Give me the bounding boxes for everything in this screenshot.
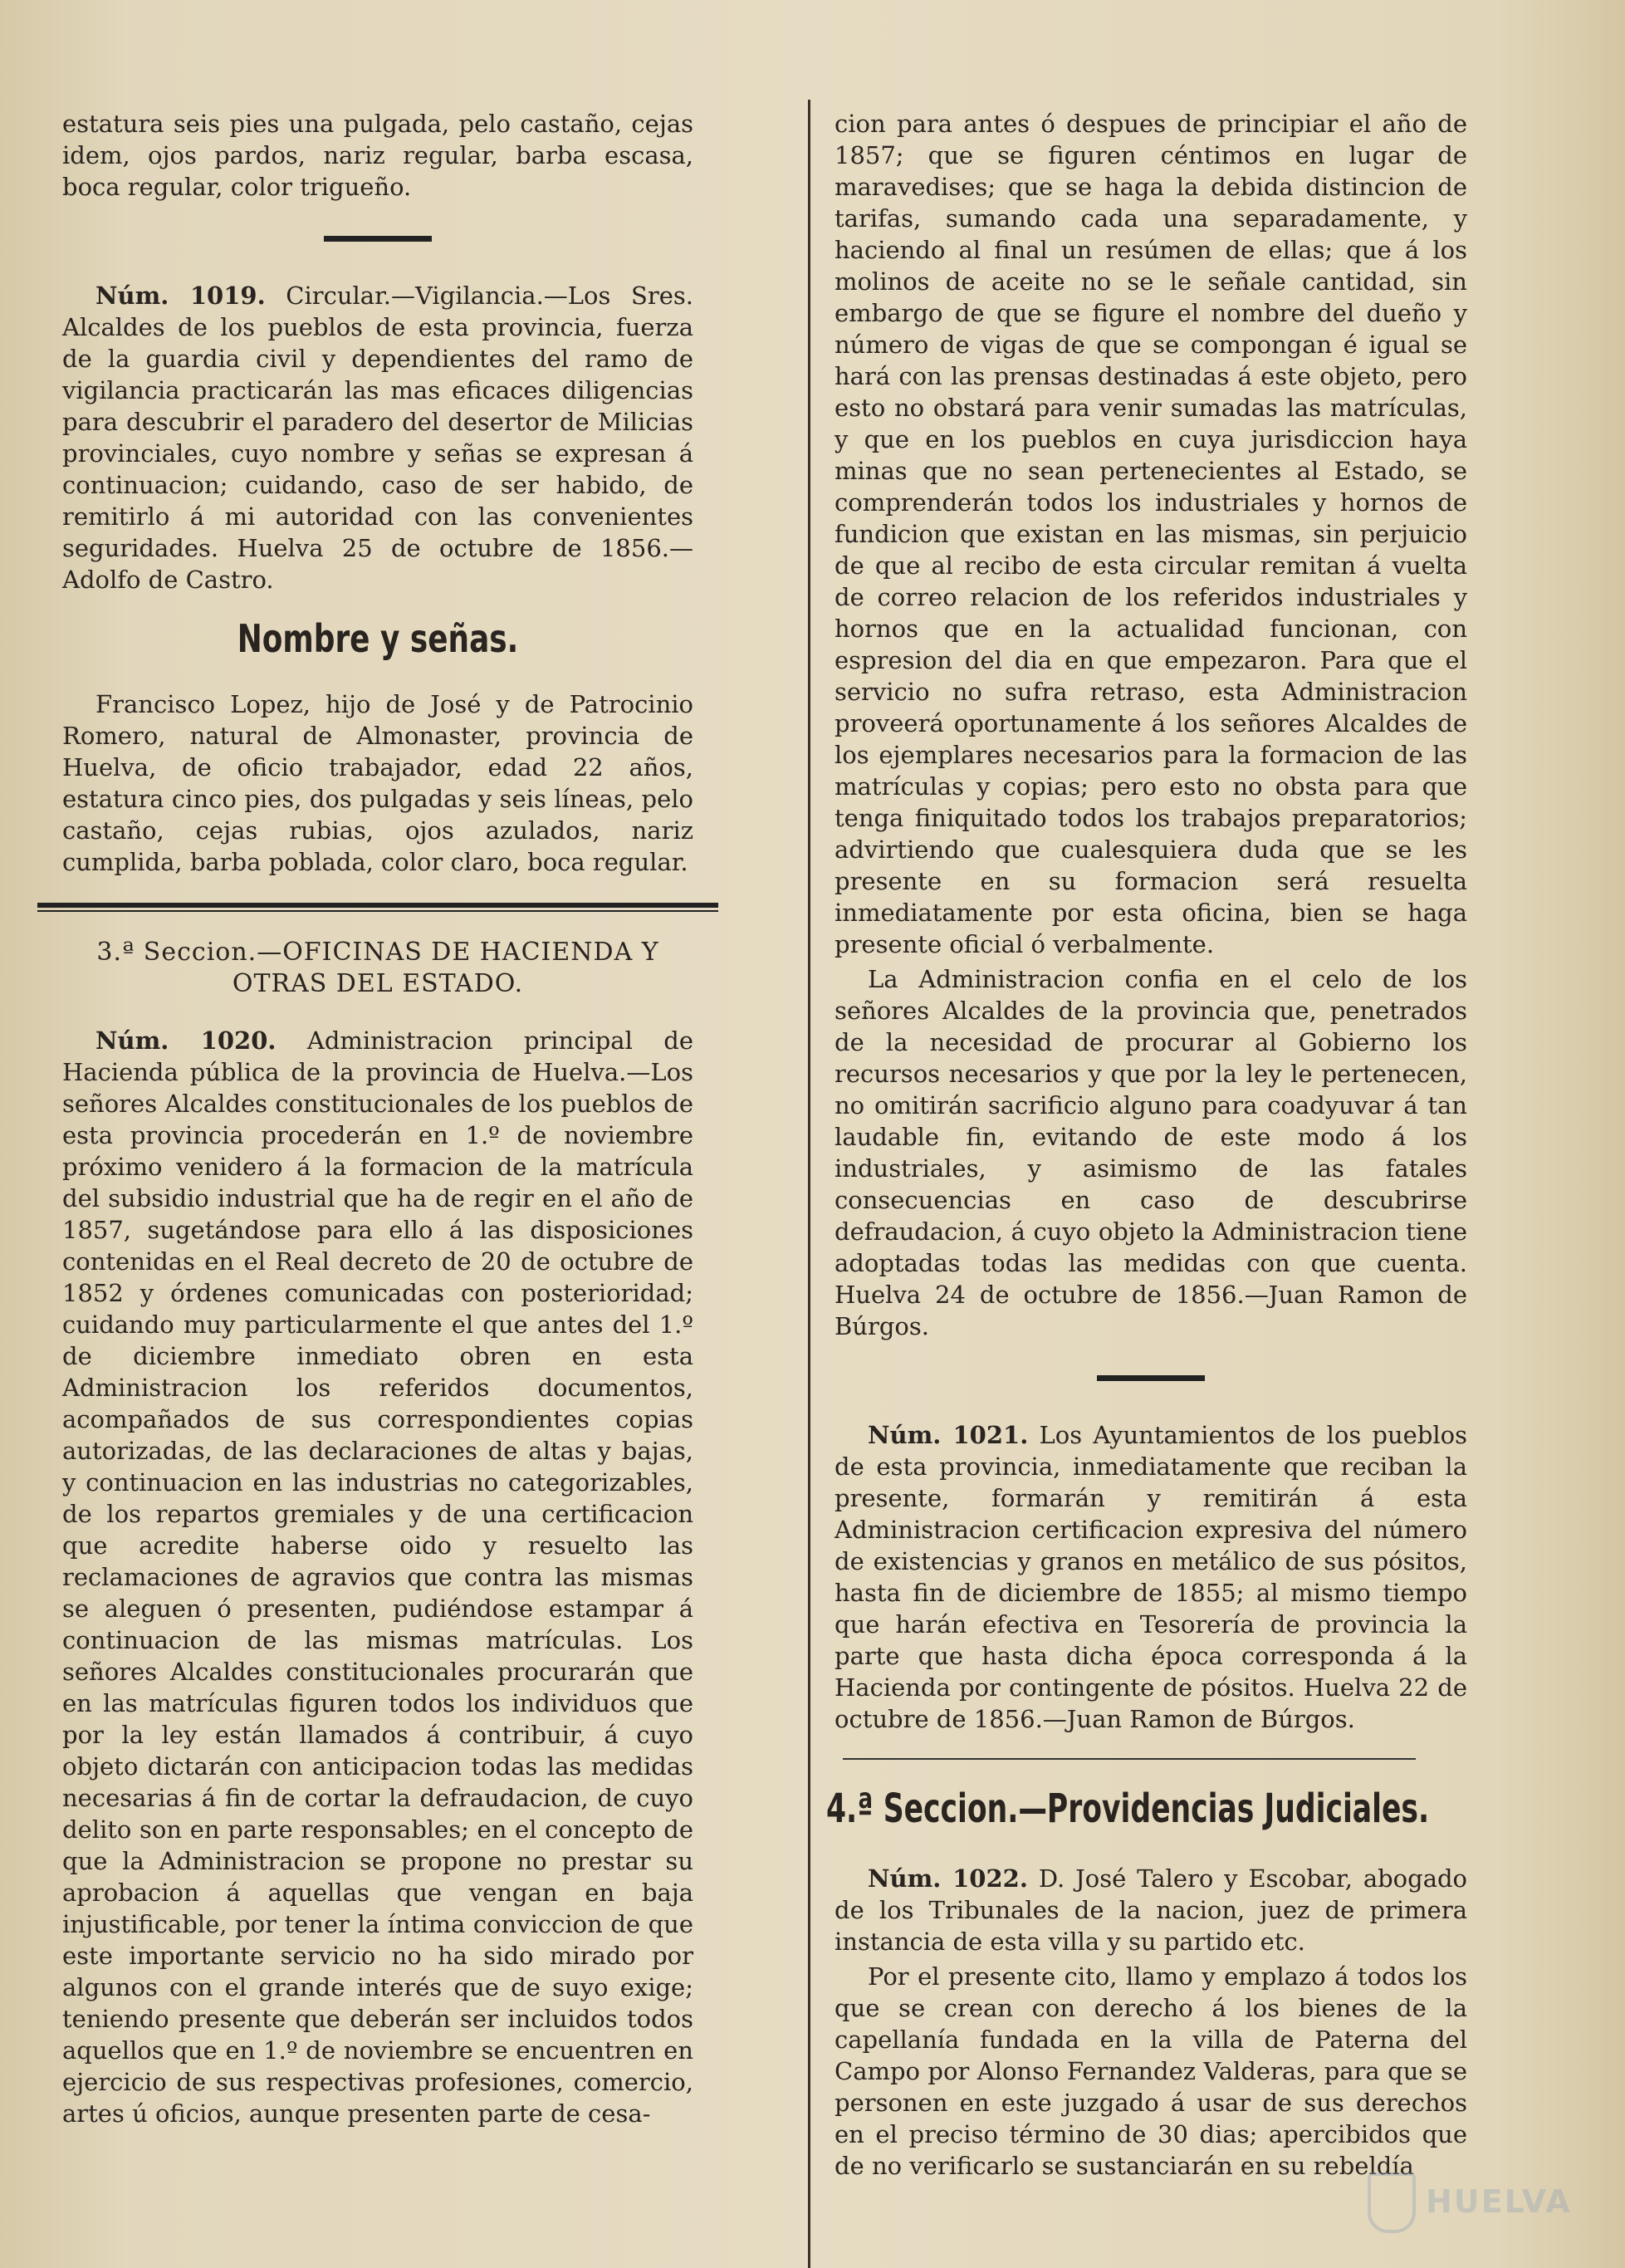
notice-body: Los Ayuntamientos de los pueblos de esta provincia, inmediatamente que reciban la presente, formarán y remitirán á esta Administracion certificacion expresiva del número de existencias y granos en metálico de sus pósitos, hasta fin de diciembre de 1855; al mismo tiempo que harán efectiva en Tesorería de provincia la parte que hasta dicha época corresponda á la Hacienda por contingente de pósitos. Huelva 22 de octubre de 1856.—Juan Ramon de Búrgos. xyxy=(835,1421,1468,1733)
notice-number: Núm. 1021. xyxy=(868,1421,1029,1449)
confidence-paragraph: La Administracion confia en el celo de los señores Alcaldes de la provincia que, penetrados de la necesidad de procurar al Gobierno los recursos necesarios y que por la ley le pertenecen, no omitirán sacrificio alguno para coadyuvar á tan laudable fin, evitando de este modo á los industriales, y asimismo de las fatales consecuencias en caso de descubrirse defraudacion, á cuyo objeto la Administracion tiene adoptadas todas las medidas con que cuenta. Huelva 24 de octubre de 1856.—Juan Ramon de Búrgos. xyxy=(835,965,1467,1340)
notice-number: Núm. 1022. xyxy=(868,1864,1028,1893)
section-3-title: 3.ª Seccion.—OFICINAS DE HACIENDA Y OTRAS DEL ESTADO. xyxy=(96,938,659,998)
notice-number: Núm. 1020. xyxy=(95,1026,277,1055)
notice-body: D. José Talero y Escobar, abogado de los Tribunales de la nacion, juez de primera instancia de esta villa y su partido etc. xyxy=(835,1864,1468,1956)
senas-paragraph: Francisco Lopez, hijo de José y de Patrocinio Romero, natural de Almonaster, provincia de Huelva, de oficio trabajador, edad 22 años, estatura cinco pies, dos pulgadas y seis líneas, pelo castaño, cejas rubias, ojos azulados, nariz cumplida, barba poblada, color claro, boca regular. xyxy=(62,690,693,876)
notice-number: Núm. 1019. xyxy=(95,282,266,310)
notice-1020 xyxy=(62,1025,693,2129)
notice-1021 xyxy=(835,1419,1467,1735)
shield-icon xyxy=(1368,2172,1416,2233)
continuation-paragraph: cion para antes ó despues de principiar el año de 1857; que se figuren céntimos en lugar de maravedises; que se haga la debida distincion de tarifas, sumando cada una separadamente, y haciendo al final un resúmen de ellas; que á los molinos de aceite no se le señale cantidad, sin embargo de que se figure el nombre del dueño y número de vigas de que se compongan é igual se hará con las prensas destinadas á este objeto, pero esto no obstará para venir sumadas las matrículas, y que en los pueblos en cuya jurisdiccion haya minas que no sean pertenecientes al Estado, se comprenderán todos los industriales y hornos de fundicion que existan en las mismas, sin perjuicio de que al recibo de esta circular remitan á vuelta de correo relacion de los referidos industriales y hornos que en la actualidad funcionan, con espresion del dia en que empezaron. Para que el servicio no sufra retraso, esta Administracion proveerá oportunamente á los señores Alcaldes de los ejemplares necesarios para la formacion de las matrículas y copias; pero esto no obsta para que tenga finiquitado todos los trabajos preparatorios; advirtiendo que cualesquiera duda que se les presente en su formacion será resuelta inmediatamente por esta oficina, bien se haga presente oficial ó verbalmente. xyxy=(835,110,1467,958)
notice-body: Administracion principal de Hacienda pública de la provincia de Huelva.—Los señores Alcaldes constitucionales de los pueblos de esta provincia procederán en 1.º de noviembre próximo venidero á la formacion de la matrícula del subsidio industrial que ha de regir en el año de 1857, sugetándose para ello á las disposiciones contenidas en el Real decreto de 20 de octubre de 1852 y órdenes comunicadas con posterioridad; cuidando muy particularmente el que antes del 1.º de diciembre inmediato obren en esta Administracion los referidos documentos, acompañados de sus correspondientes copias autorizadas, de las declaraciones de altas y bajas, y continuacion en las industrias no categorizables, de los repartos gremiales y de una certificacion que acredite haberse oido y resuelto las reclamaciones de agravios que contra las mismas se aleguen ó presenten, pudiéndose estampar á continuacion de las mismas matrículas. Los señores Alcaldes constitucionales procurarán que en las matrículas figuren todos los individuos que por la ley están llamados á contribuir, á cuyo objeto dictarán con anticipacion todas las medidas necesarias á fin de cortar la defraudacion, de cuyo delito son en parte responsables; en el concepto de que la Administracion se propone no prestar su aprobacion á aquellas que vengan en baja injustificable, por tener la íntima conviccion de que este importante servicio no ha sido mirado por algunos con el grande interés que de suyo exige; teniendo presente que deberán ser incluidos todos aquellos que en 1.º de noviembre se encuentren en ejercicio de sus respectivas profesiones, comercio, artes ú oficios, aunque presenten parte de cesa- xyxy=(62,1026,694,2128)
section-rule xyxy=(324,236,432,242)
continuation-paragraph: estatura seis pies una pulgada, pelo castaño, cejas idem, ojos pardos, nariz regular, barba escasa, boca regular, color trigueño. xyxy=(62,110,693,201)
watermark-text: HUELVA xyxy=(1426,2183,1572,2220)
citation-paragraph: Por el presente cito, llamo y emplazo á todos los que se crean con derecho á los bienes de la capellanía fundada en la villa de Paterna del Campo por Alonso Fernandez Valderas, para que se personen en este juzgado á usar de sus derechos en el preciso término de 30 dias; apercibidos que de no verificarlo se sustanciarán en su rebeldía xyxy=(835,1962,1467,2180)
notice-1019 xyxy=(62,280,693,595)
thin-rule xyxy=(843,1758,1416,1760)
section-rule xyxy=(1097,1375,1205,1381)
column-divider xyxy=(808,100,810,2268)
double-rule xyxy=(37,903,718,912)
right-column xyxy=(826,108,1468,2185)
notice-body: Circular.—Vigilancia.—Los Sres. Alcaldes de los pueblos de esta provincia, fuerza de la guardia civil y dependientes del ramo de vigilancia practicarán las mas eficaces diligencias para descubrir el paradero del desertor de Milicias provinciales, cuyo nombre y señas se expresan á continuacion; cuidando, caso de ser habido, de remitirlo á mi autoridad con las convenientes seguridades. Huelva 25 de octubre de 1856.—Adolfo de Castro. xyxy=(62,282,693,594)
nombre-senas-heading: Nombre y señas. xyxy=(237,616,519,661)
archive-watermark xyxy=(1368,2168,1572,2235)
notice-1022 xyxy=(835,1863,1467,1957)
left-column xyxy=(62,108,693,2133)
section-4-title: 4.ª Seccion.—Providencias Judiciales. xyxy=(826,1785,1430,1832)
